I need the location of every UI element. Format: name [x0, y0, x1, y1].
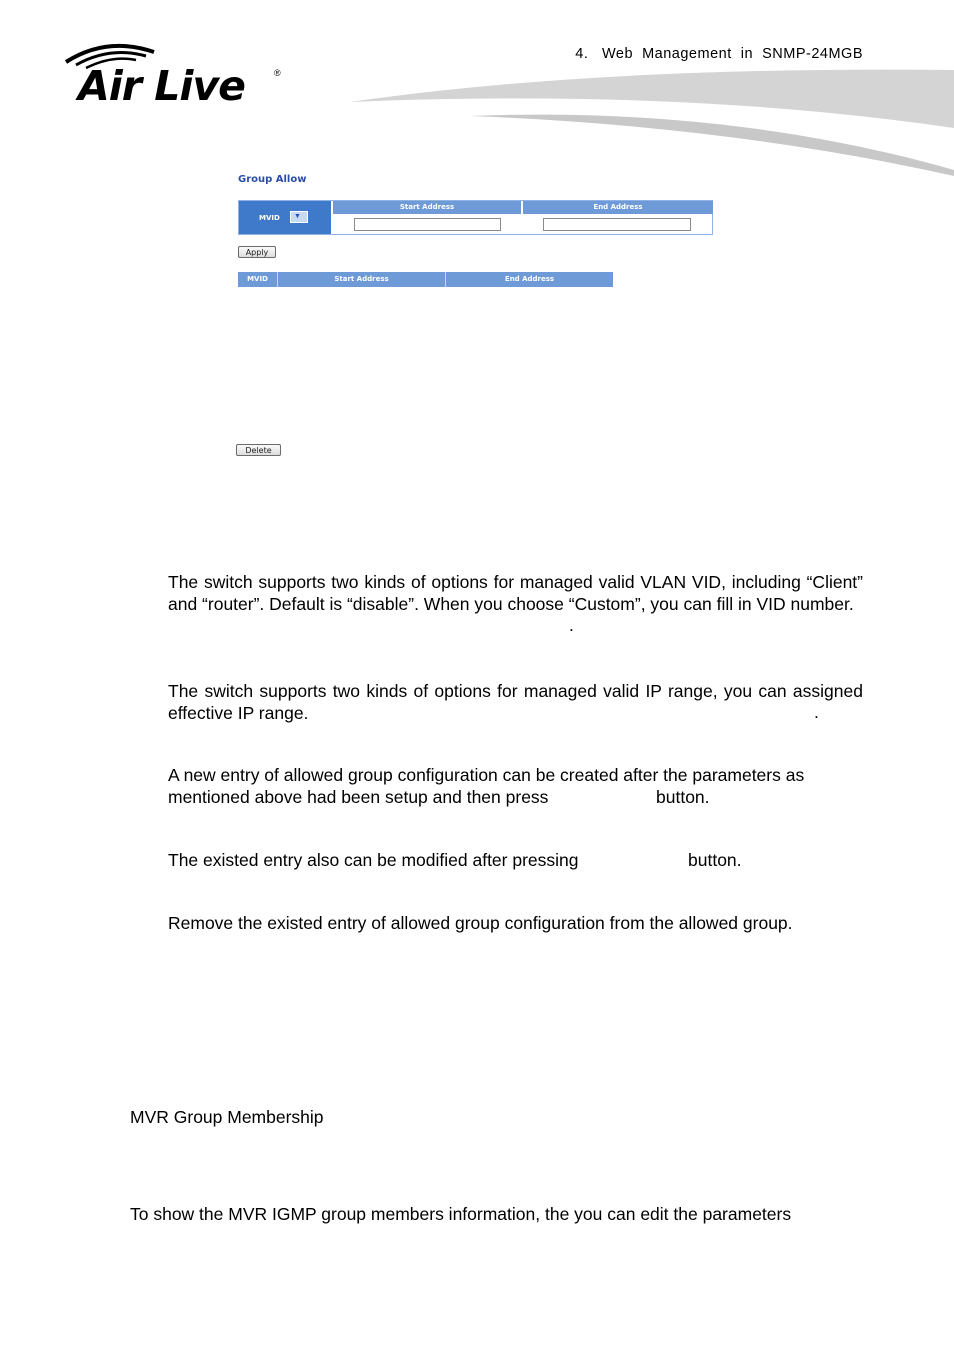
- mvid-select[interactable]: [290, 211, 308, 223]
- list-header-end-address: End Address: [504, 275, 555, 283]
- list-header-mvid: MVID: [238, 272, 278, 287]
- delete-description: Remove the existed entry of allowed group configuration from the allowed group.: [168, 913, 793, 933]
- apply-button[interactable]: Apply: [238, 246, 276, 258]
- edit-description: The existed entry also can be modified after pressing: [168, 850, 579, 870]
- mvid-description: The switch supports two kinds of options for managed valid VLAN VID, including “Client” and “router”. Default is “disable”. When you choose “Custom”, you can fill in VID number.: [168, 572, 863, 614]
- airlive-logo: [62, 40, 292, 110]
- section-heading: MVR Group Membership: [130, 1107, 324, 1127]
- start-address-header: Start Address: [333, 201, 521, 214]
- apply-description-line1: A new entry of allowed group configuration can be created after the parameters as: [168, 765, 805, 785]
- registered-mark: ®: [274, 68, 281, 78]
- apply-description-line2-end: button.: [656, 787, 710, 807]
- group-allow-title: Group Allow: [238, 174, 307, 185]
- end-address-header: End Address: [523, 201, 713, 214]
- mvid-description-end: .: [569, 615, 574, 635]
- delete-button[interactable]: Delete: [236, 444, 281, 456]
- apply-description-line2: mentioned above had been setup and then press: [168, 787, 549, 807]
- mvid-cell: [239, 201, 331, 234]
- membership-intro: To show the MVR IGMP group members information, the you can edit the parameters: [130, 1204, 792, 1224]
- logo-wordmark: Air Live: [78, 62, 245, 110]
- end-address-input[interactable]: [543, 218, 691, 231]
- chapter-title: 4. Web Management in SNMP-24MGB: [575, 46, 863, 62]
- start-address-input[interactable]: [354, 218, 501, 231]
- list-header-start-address: Start Address: [278, 272, 446, 287]
- allowed-group-list-header: [238, 272, 613, 287]
- mvid-label: MVID: [259, 214, 280, 222]
- group-allow-form: [238, 200, 713, 235]
- address-range-description: The switch supports two kinds of options for managed valid IP range, you can assigned effective IP range.: [168, 681, 863, 723]
- edit-description-end: button.: [688, 850, 742, 870]
- chevron-down-icon: ▼: [294, 213, 301, 220]
- address-range-description-end: .: [814, 702, 819, 722]
- header-swoosh: [350, 66, 954, 176]
